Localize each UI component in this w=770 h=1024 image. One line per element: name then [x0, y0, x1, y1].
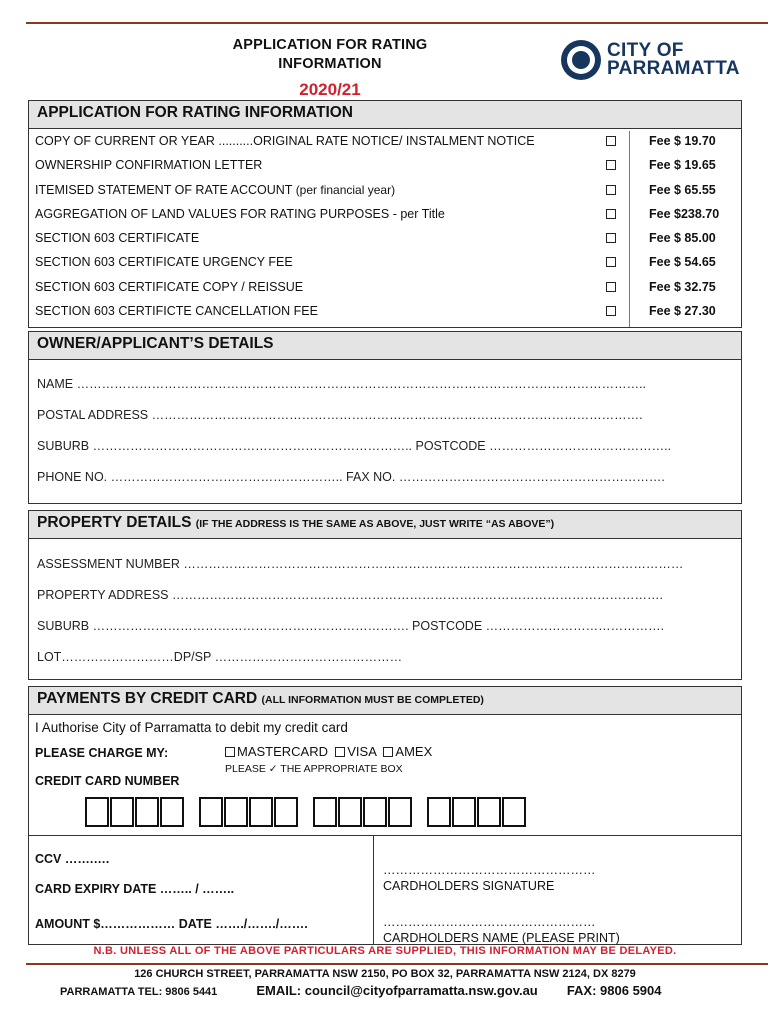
payment-heading-text: PAYMENTS BY CREDIT CARD	[37, 690, 258, 707]
card-digit-box[interactable]	[363, 797, 387, 827]
payment-heading-note: (ALL INFORMATION MUST BE COMPLETED)	[261, 694, 484, 706]
fee-amount: Fee $ 27.30	[649, 304, 716, 319]
form-title-line1: APPLICATION FOR RATING	[232, 37, 428, 53]
card-digit-box[interactable]	[502, 797, 526, 827]
fee-checkbox[interactable]	[606, 306, 616, 316]
property-section-heading	[29, 511, 741, 539]
fee-row	[29, 129, 741, 153]
top-rule	[26, 22, 768, 24]
card-digit-box[interactable]	[313, 797, 337, 827]
delay-notice: N.B. UNLESS ALL OF THE ABOVE PARTICULARS ARE SUPPLIED, THIS INFORMATION MAY BE DELAYED.	[93, 945, 677, 957]
visa-checkbox[interactable]	[335, 747, 345, 757]
property-details-section	[28, 510, 742, 680]
signature-label: CARDHOLDERS SIGNATURE	[383, 879, 555, 893]
fee-row	[29, 178, 741, 202]
property-address-field[interactable]: PROPERTY ADDRESS ……………………………………………………………………………………………………….	[37, 588, 663, 602]
card-digit-box[interactable]	[199, 797, 223, 827]
ccv-field[interactable]: CCV …….….	[35, 852, 110, 866]
rating-information-section	[28, 100, 742, 328]
fee-row	[29, 226, 741, 250]
city-seal-icon	[561, 40, 601, 80]
card-digit-box[interactable]	[338, 797, 362, 827]
logo-text	[607, 42, 740, 78]
card-digit-box[interactable]	[135, 797, 159, 827]
city-logo	[561, 40, 751, 82]
property-heading-text: PROPERTY DETAILS	[37, 514, 192, 531]
fee-amount: Fee $ 19.70	[649, 134, 716, 148]
fee-checkbox[interactable]	[606, 257, 616, 267]
form-year: 2020/21	[299, 80, 361, 99]
fee-checkbox[interactable]	[606, 136, 616, 146]
tick-hint: PLEASE ✓ THE APPROPRIATE BOX	[225, 763, 403, 775]
card-digit-box[interactable]	[224, 797, 248, 827]
phone-fax-field[interactable]: PHONE NO. ……………………………………………….. FAX NO. ……………………………………………………….	[37, 470, 665, 484]
fee-label: AGGREGATION OF LAND VALUES FOR RATING PURPOSES - per Title	[35, 206, 445, 221]
fee-label-note: (per financial year)	[295, 182, 396, 197]
card-digit-box[interactable]	[160, 797, 184, 827]
form-title-line2: INFORMATION	[278, 56, 382, 72]
fee-label: SECTION 603 CERTIFICATE COPY / REISSUE	[35, 279, 304, 294]
fee-amount: Fee $ 65.55	[649, 182, 716, 197]
payment-section-heading	[29, 687, 741, 715]
card-digit-box[interactable]	[274, 797, 298, 827]
footer-contact	[60, 983, 662, 998]
fee-label: SECTION 603 CERTIFICTE CANCELLATION FEE	[35, 304, 318, 319]
logo-line1: CITY OF	[607, 40, 684, 61]
visa-label: VISA	[347, 744, 377, 759]
cardholder-name-label: CARDHOLDERS NAME (PLEASE PRINT)	[383, 931, 620, 945]
assessment-number-field[interactable]: ASSESSMENT NUMBER …………………………………………………………………………………………………………	[37, 557, 684, 571]
footer-tel: PARRAMATTA TEL: 9806 5441	[60, 986, 218, 998]
form-title	[180, 36, 480, 74]
fee-amount: Fee $238.70	[649, 206, 720, 221]
name-field[interactable]: NAME ………………………………………………………………………………………………………………………..	[37, 377, 647, 391]
card-number-label: CREDIT CARD NUMBER	[35, 774, 180, 788]
fee-label: COPY OF CURRENT OR YEAR ..........ORIGINAL RATE NOTICE/ INSTALMENT NOTICE	[35, 134, 535, 148]
card-details-divider	[29, 835, 741, 836]
logo-line2: PARRAMATTA	[607, 58, 740, 79]
fee-amount: Fee $ 19.65	[649, 158, 716, 173]
property-heading-note: (IF THE ADDRESS IS THE SAME AS ABOVE, JUST WRITE “AS ABOVE”)	[195, 518, 555, 530]
property-suburb-postcode-field[interactable]: SUBURB …………………………………………………………………. POSTCODE …………………………………….	[37, 619, 665, 633]
fee-checkbox[interactable]	[606, 209, 616, 219]
fee-amount: Fee $ 85.00	[649, 231, 716, 246]
owner-suburb-postcode-field[interactable]: SUBURB ………………………………………………………………….. POSTCODE ……………………………………..	[37, 439, 672, 453]
fee-amount: Fee $ 32.75	[649, 279, 716, 294]
card-digit-box[interactable]	[85, 797, 109, 827]
amount-date-field[interactable]: AMOUNT $……………… DATE ……./……./…….	[35, 917, 308, 931]
rating-section-heading: APPLICATION FOR RATING INFORMATION	[29, 101, 741, 129]
footer-email[interactable]: EMAIL: council@cityofparramatta.nsw.gov.au	[256, 983, 538, 998]
fee-label: SECTION 603 CERTIFICATE	[35, 231, 200, 246]
fee-row	[29, 153, 741, 177]
amex-checkbox[interactable]	[383, 747, 393, 757]
footer-rule	[26, 963, 768, 965]
mastercard-checkbox[interactable]	[225, 747, 235, 757]
fee-label-main: ITEMISED STATEMENT OF RATE ACCOUNT	[35, 182, 293, 197]
page-header	[0, 30, 770, 100]
card-digit-box[interactable]	[388, 797, 412, 827]
fee-row	[29, 299, 741, 323]
fee-checkbox[interactable]	[606, 233, 616, 243]
card-number-boxes[interactable]	[85, 797, 527, 831]
footer-fax: FAX: 9806 5904	[566, 983, 662, 998]
fee-amount: Fee $ 54.65	[649, 255, 716, 270]
card-digit-box[interactable]	[427, 797, 451, 827]
card-digit-box[interactable]	[452, 797, 476, 827]
authorise-text: I Authorise City of Parramatta to debit my credit card	[35, 720, 348, 735]
fee-row	[29, 250, 741, 274]
card-type-options	[225, 744, 432, 759]
cardholder-name-line[interactable]: ……………………………………………	[383, 915, 596, 929]
fee-row	[29, 275, 741, 299]
signature-column-divider	[373, 835, 374, 945]
fee-checkbox[interactable]	[606, 185, 616, 195]
mastercard-label: MASTERCARD	[237, 744, 329, 759]
amex-label: AMEX	[395, 744, 433, 759]
card-digit-box[interactable]	[249, 797, 273, 827]
owner-section-heading: OWNER/APPLICANT’S DETAILS	[29, 332, 741, 360]
fee-checkbox[interactable]	[606, 160, 616, 170]
fee-label: OWNERSHIP CONFIRMATION LETTER	[35, 158, 263, 173]
fee-row	[29, 202, 741, 226]
card-digit-box[interactable]	[477, 797, 501, 827]
fee-label: SECTION 603 CERTIFICATE URGENCY FEE	[35, 255, 293, 270]
footer-address: 126 CHURCH STREET, PARRAMATTA NSW 2150, PO BOX 32, PARRAMATTA NSW 2124, DX 8279	[134, 968, 636, 980]
credit-card-payment-section	[28, 686, 742, 945]
owner-details-section	[28, 331, 742, 504]
card-digit-box[interactable]	[110, 797, 134, 827]
postal-address-field[interactable]: POSTAL ADDRESS ……………………………………………………………………………………………………….	[37, 408, 643, 422]
expiry-date-field[interactable]: CARD EXPIRY DATE …….. / ……..	[35, 882, 235, 896]
charge-label: PLEASE CHARGE MY:	[35, 746, 169, 760]
fee-checkbox[interactable]	[606, 282, 616, 292]
fee-label	[35, 183, 395, 197]
signature-line[interactable]: ……………………………………………	[383, 863, 596, 877]
lot-dpsp-field[interactable]: LOT………………………DP/SP ………………………………………	[37, 650, 403, 664]
